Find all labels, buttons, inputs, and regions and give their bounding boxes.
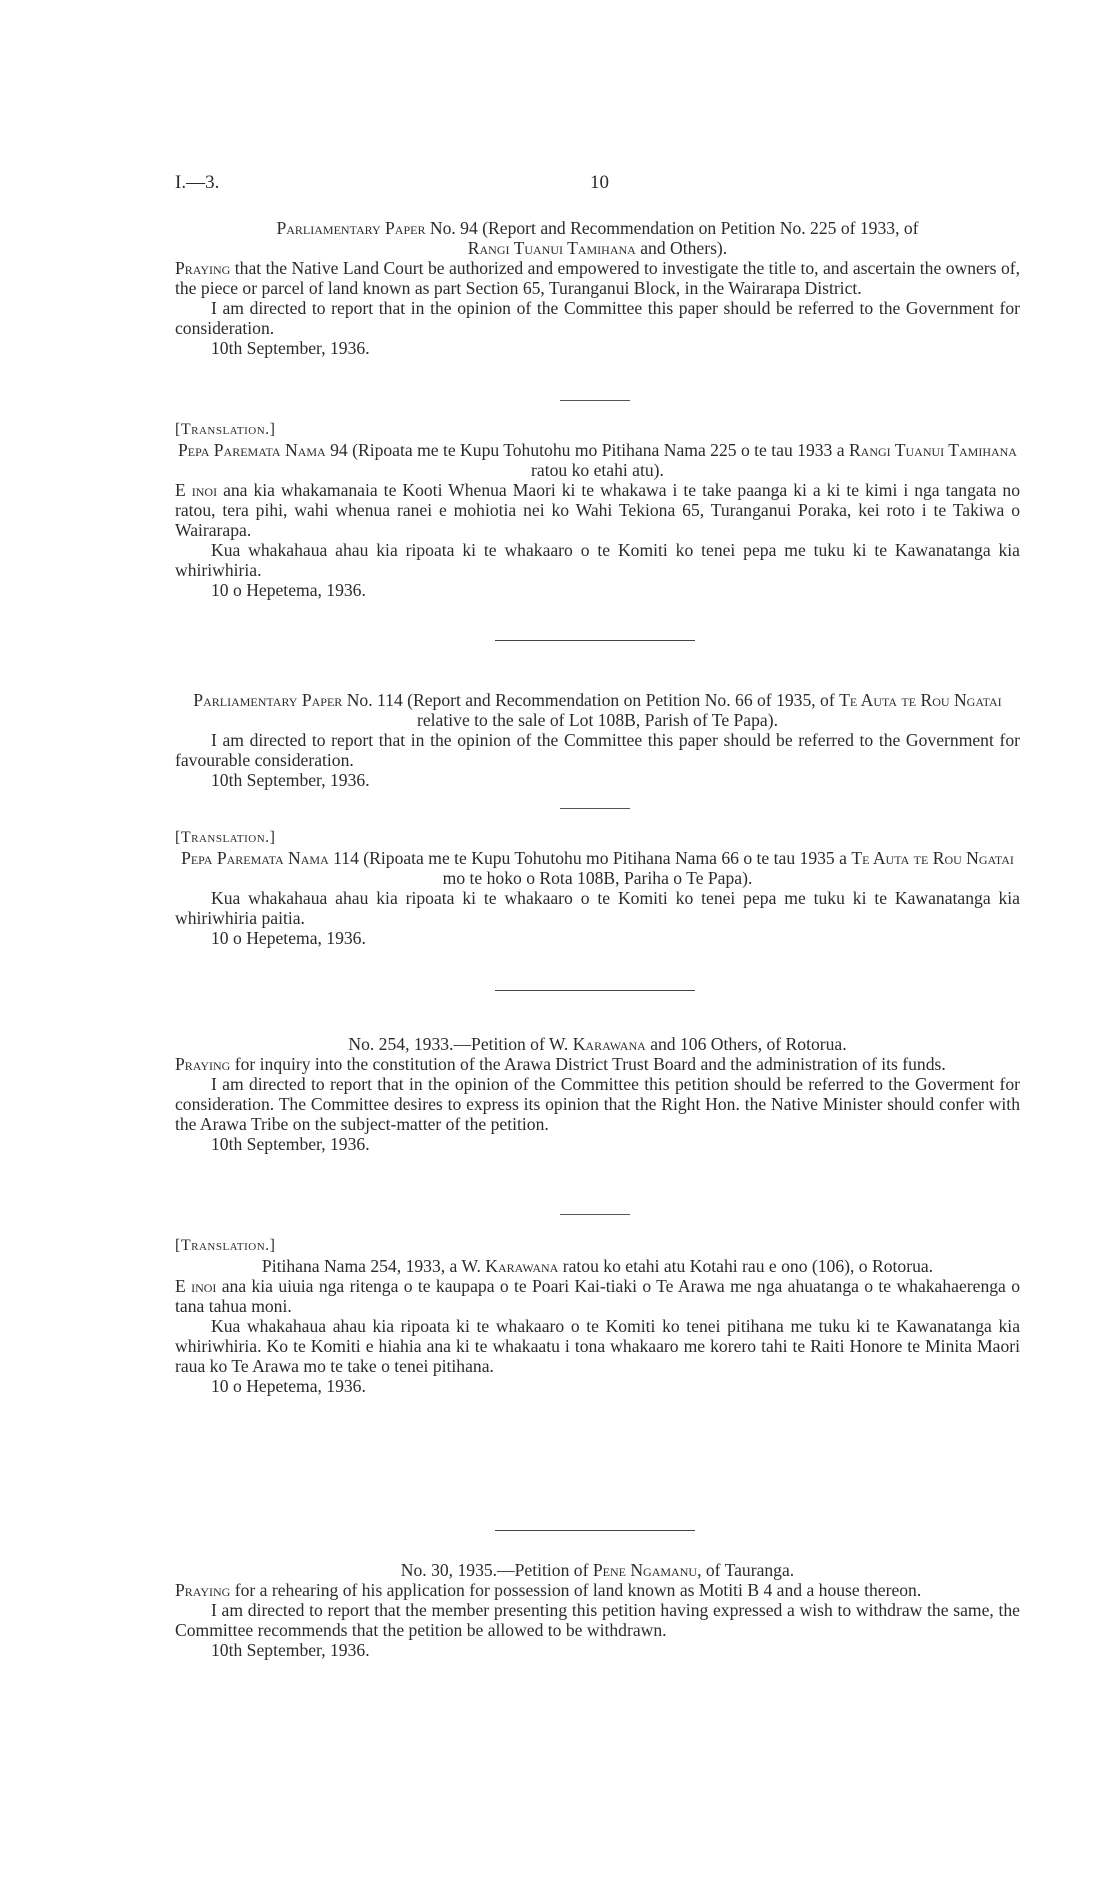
short-divider — [560, 808, 630, 809]
section-translation-114 — [175, 828, 1020, 948]
inoi-paragraph: E inoi ana kia uiuia nga ritenga o te kaupapa o te Poari Kai-tiaki o Te Arawa me nga ahuatanga o te whakahaerenga o tana tahua moni. — [175, 1276, 1020, 1316]
section-heading: Pepa Paremata Nama 114 (Ripoata me te Kupu Tohutohu mo Pitihana Nama 66 o te tau 1935 a Te Auta te Rou Ngatai mo te hoko o Rota 108B, Pariha o Te Papa). — [181, 848, 1014, 888]
report-paragraph: Kua whakahaua ahau kia ripoata ki te whakaaro o te Komiti ko tenei pepa me tuku ki te Kawanatanga kia whiriwhiria paitia. — [175, 888, 1020, 928]
translation-label: [Translation.] — [175, 421, 276, 438]
report-paragraph: I am directed to report that in the opinion of the Committee this petition should be referred to the Goverment for consideration. The Committee desires to express its opinion that the Right Hon. the Native Minister should confer with the Arawa Tribe on the subject-matter of the petition. — [175, 1074, 1020, 1134]
section-petition-254 — [175, 1034, 1020, 1154]
report-paragraph: I am directed to report that the member presenting this petition having expressed a wish to withdraw the same, the Committee recommends that the petition be allowed to be withdrawn. — [175, 1600, 1020, 1640]
report-paragraph: Kua whakahaua ahau kia ripoata ki te whakaaro o te Komiti ko tenei pitihana me tuku ki te Kawanatanga kia whiriwhiria. Ko te Komiti e hiahia ana ki te whakaatu i tona whakaaro me korero tahi te Raiti Honore te Minita Maori raua ko Te Arawa mo te take o tenei pitihana. — [175, 1316, 1020, 1376]
date-line: 10th September, 1936. — [211, 1640, 370, 1660]
short-divider — [560, 1214, 630, 1215]
section-heading: Parliamentary Paper No. 94 (Report and Recommendation on Petition No. 225 of 1933, of Rangi Tuanui Tamihana and Others). — [276, 218, 919, 258]
long-divider — [495, 990, 695, 991]
praying-paragraph: Praying for inquiry into the constitution of the Arawa District Trust Board and the administration of its funds. — [175, 1054, 946, 1074]
date-line: 10 o Hepetema, 1936. — [211, 1376, 366, 1396]
long-divider — [495, 1530, 695, 1531]
section-translation-254 — [175, 1236, 1020, 1396]
date-line: 10th September, 1936. — [211, 338, 370, 358]
date-line: 10th September, 1936. — [211, 1134, 370, 1154]
praying-paragraph: Praying that the Native Land Court be authorized and empowered to investigate the title to, and ascertain the owners of, the piece or parcel of land known as part Section 65, Turanganui Block, in the Wairarapa District. — [175, 258, 1020, 298]
report-paragraph: I am directed to report that in the opinion of the Committee this paper should be referred to the Government for consideration. — [175, 298, 1020, 338]
page-number: 10 — [590, 172, 609, 193]
section-translation-94 — [175, 420, 1020, 600]
short-divider — [560, 400, 630, 401]
section-heading: No. 30, 1935.—Petition of Pene Ngamanu, of Tauranga. — [400, 1560, 795, 1580]
translation-label: [Translation.] — [175, 829, 276, 846]
date-line: 10th September, 1936. — [211, 770, 370, 790]
praying-paragraph: Praying for a rehearing of his application for possession of land known as Motiti B 4 and a house thereon. — [175, 1580, 922, 1600]
section-heading: No. 254, 1933.—Petition of W. Karawana and 106 Others, of Rotorua. — [348, 1034, 847, 1054]
section-heading: Pepa Paremata Nama 94 (Ripoata me te Kupu Tohutohu mo Pitihana Nama 225 o te tau 1933 a Rangi Tuanui Tamihana ratou ko etahi atu). — [178, 440, 1017, 480]
report-paragraph: I am directed to report that in the opinion of the Committee this paper should be referred to the Government for favourable consideration. — [175, 730, 1020, 770]
translation-label: [Translation.] — [175, 1237, 276, 1254]
section-heading: Parliamentary Paper No. 114 (Report and Recommendation on Petition No. 66 of 1935, of Te Auta te Rou Ngatai relative to the sale of Lot 108B, Parish of Te Papa). — [193, 690, 1002, 730]
section-petition-30 — [175, 1560, 1020, 1660]
date-line: 10 o Hepetema, 1936. — [211, 580, 366, 600]
inoi-paragraph: E inoi ana kia whakamanaia te Kooti Whenua Maori ki te whakawa i te take paanga ki a ki te kimi i nga tangata no ratou, tera pihi, wahi whenua ranei e mohiotia nei ko Wahi Tekiona 65, Turanganui Poraka, kei roto i te Takiwa o Wairarapa. — [175, 480, 1020, 540]
section-heading: Pitihana Nama 254, 1933, a W. Karawana ratou ko etahi atu Kotahi rau e ono (106), o Rotorua. — [261, 1256, 934, 1276]
page-reference: I.—3. — [175, 172, 220, 193]
section-parliamentary-paper-94 — [175, 218, 1020, 358]
date-line: 10 o Hepetema, 1936. — [211, 928, 366, 948]
report-paragraph: Kua whakahaua ahau kia ripoata ki te whakaaro o te Komiti ko tenei pepa me tuku ki te Kawanatanga kia whiriwhiria. — [175, 540, 1020, 580]
section-parliamentary-paper-114 — [175, 690, 1020, 790]
long-divider — [495, 640, 695, 641]
